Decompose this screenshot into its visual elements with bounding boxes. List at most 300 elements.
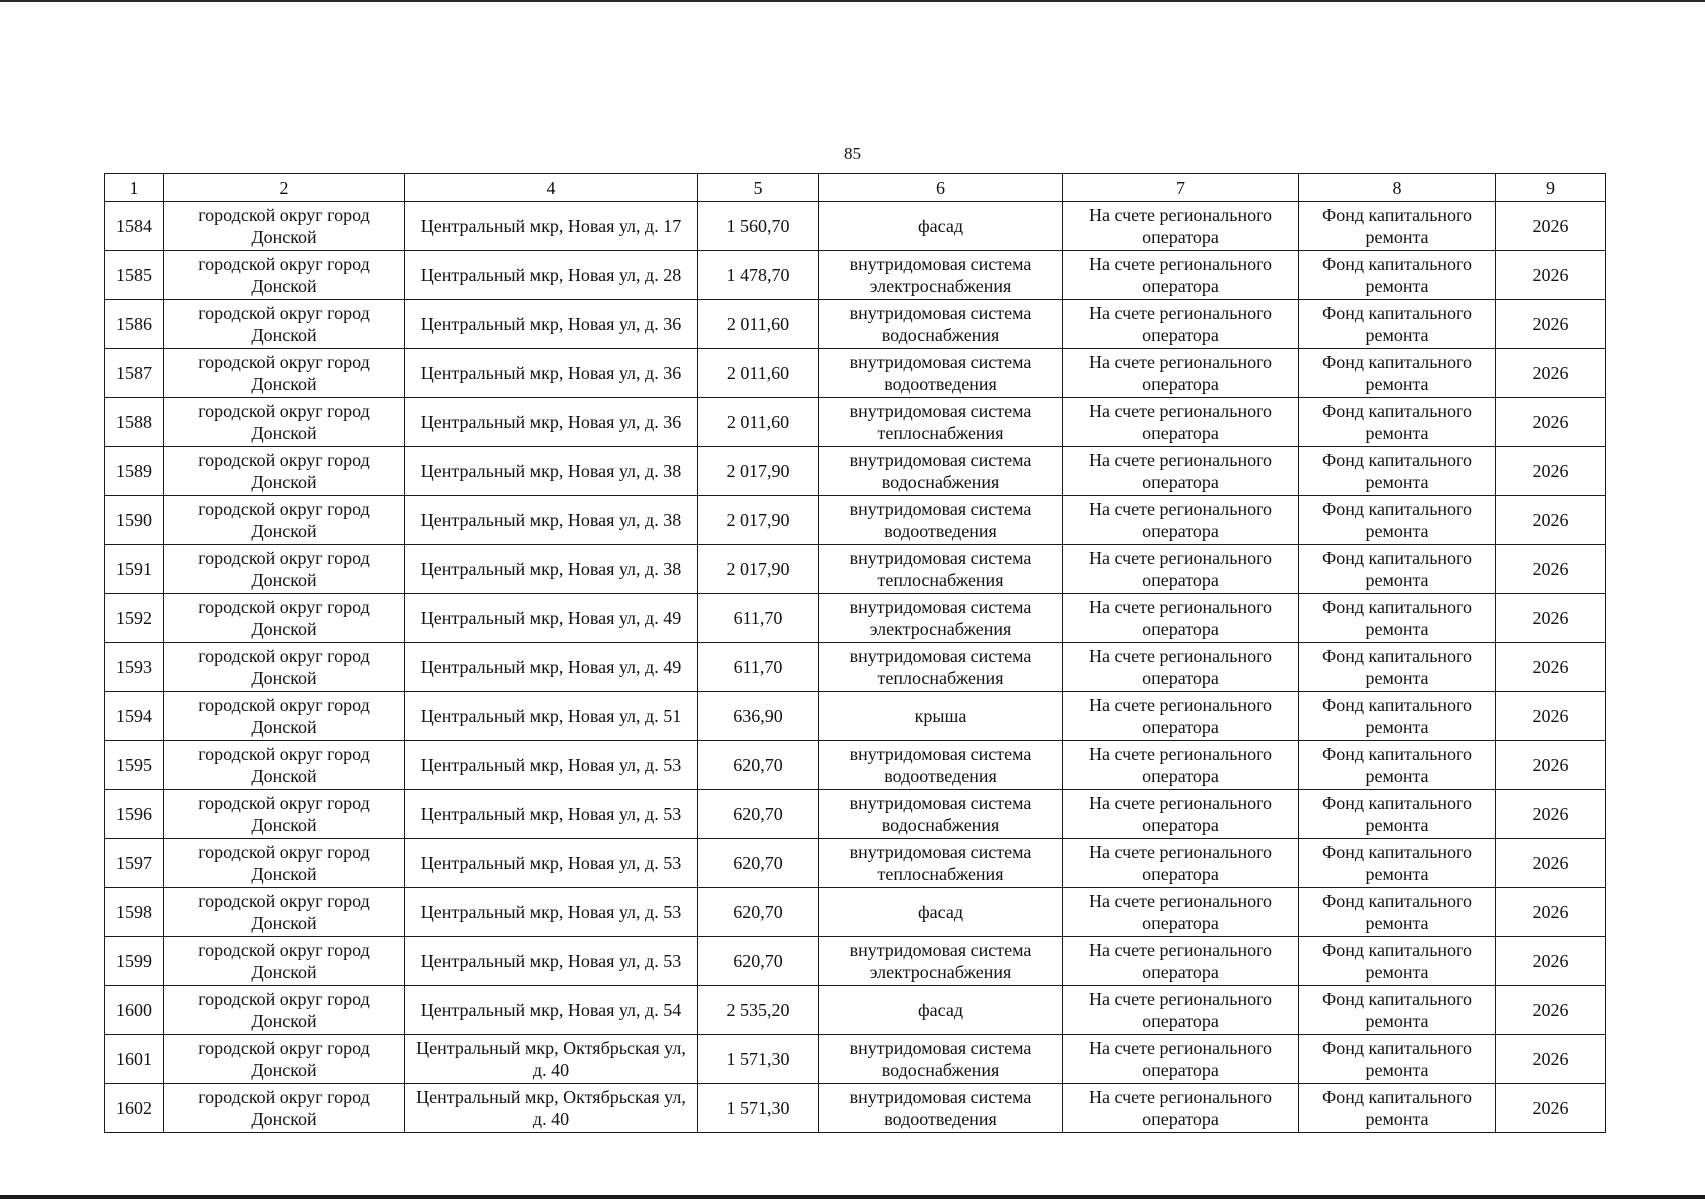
funding-source-cell	[1299, 888, 1496, 937]
table-row	[105, 888, 1606, 937]
municipality-cell	[164, 1084, 405, 1133]
year-cell	[1496, 251, 1606, 300]
funding-source-text: Фонд капитального ремонта	[1322, 842, 1472, 884]
row-number-text: 1588	[116, 412, 152, 432]
work-type-text: внутридомовая система водоснабжения	[849, 450, 1032, 492]
work-type-text: внутридомовая система водоотведения	[849, 1087, 1032, 1129]
address-text: Центральный мкр, Новая ул, д. 28	[420, 265, 682, 285]
year-text: 2026	[1532, 608, 1569, 628]
row-number-cell	[105, 692, 164, 741]
municipality-cell	[164, 937, 405, 986]
address-text: Центральный мкр, Новая ул, д. 53	[420, 951, 682, 971]
municipality-cell	[164, 545, 405, 594]
funding-source-cell	[1299, 790, 1496, 839]
address-cell	[405, 790, 698, 839]
fund-account-text: На счете регионального оператора	[1088, 646, 1273, 688]
work-type-text: внутридомовая система водоснабжения	[849, 793, 1032, 835]
table-row	[105, 937, 1606, 986]
area-text: 2 017,90	[726, 461, 790, 481]
work-type-text: внутридомовая система теплоснабжения	[849, 548, 1032, 590]
year-text: 2026	[1532, 755, 1569, 775]
area-cell	[698, 545, 819, 594]
fund-account-cell	[1063, 545, 1299, 594]
municipality-text: городской округ город Донской	[198, 989, 370, 1031]
funding-source-cell	[1299, 1035, 1496, 1084]
area-cell	[698, 986, 819, 1035]
municipality-text: городской округ город Донской	[198, 303, 370, 345]
fund-account-cell	[1063, 790, 1299, 839]
row-number-cell	[105, 202, 164, 251]
header-col-7: 7	[1063, 174, 1299, 202]
row-number-cell	[105, 1084, 164, 1133]
area-text: 636,90	[733, 706, 783, 726]
work-type-text: фасад	[917, 902, 963, 922]
table-row	[105, 496, 1606, 545]
table-row	[105, 398, 1606, 447]
address-text: Центральный мкр, Новая ул, д. 49	[420, 608, 682, 628]
row-number-cell	[105, 447, 164, 496]
funding-source-cell	[1299, 447, 1496, 496]
table-row	[105, 545, 1606, 594]
funding-source-text: Фонд капитального ремонта	[1322, 352, 1472, 394]
area-cell	[698, 888, 819, 937]
year-cell	[1496, 1035, 1606, 1084]
municipality-text: городской округ город Донской	[198, 1087, 370, 1129]
address-cell	[405, 692, 698, 741]
row-number-text: 1601	[116, 1049, 152, 1069]
fund-account-text: На счете регионального оператора	[1088, 205, 1273, 247]
area-text: 620,70	[733, 951, 783, 971]
address-cell	[405, 986, 698, 1035]
work-type-text: внутридомовая система водоотведения	[849, 744, 1032, 786]
fund-account-cell	[1063, 888, 1299, 937]
funding-source-text: Фонд капитального ремонта	[1322, 940, 1472, 982]
funding-source-text: Фонд капитального ремонта	[1322, 744, 1472, 786]
year-text: 2026	[1532, 1000, 1569, 1020]
work-type-text: внутридомовая система теплоснабжения	[849, 646, 1032, 688]
funding-source-text: Фонд капитального ремонта	[1322, 793, 1472, 835]
row-number-text: 1589	[116, 461, 152, 481]
area-text: 2 535,20	[726, 1000, 790, 1020]
year-text: 2026	[1532, 461, 1569, 481]
year-cell	[1496, 937, 1606, 986]
row-number-text: 1596	[116, 804, 152, 824]
row-number-cell	[105, 251, 164, 300]
row-number-text: 1587	[116, 363, 152, 383]
table-row	[105, 643, 1606, 692]
year-text: 2026	[1532, 706, 1569, 726]
municipality-cell	[164, 398, 405, 447]
fund-account-cell	[1063, 937, 1299, 986]
header-col-1: 1	[105, 174, 164, 202]
work-type-text: внутридомовая система водоотведения	[849, 499, 1032, 541]
work-type-cell	[819, 888, 1063, 937]
address-text: Центральный мкр, Новая ул, д. 53	[420, 755, 682, 775]
fund-account-cell	[1063, 594, 1299, 643]
fund-account-text: На счете регионального оператора	[1088, 597, 1273, 639]
fund-account-text: На счете регионального оператора	[1088, 352, 1273, 394]
header-col-9: 9	[1496, 174, 1606, 202]
row-number-text: 1584	[116, 216, 152, 236]
municipality-text: городской округ город Донской	[198, 352, 370, 394]
area-cell	[698, 300, 819, 349]
area-text: 1 571,30	[726, 1098, 790, 1118]
area-text: 1 478,70	[726, 265, 790, 285]
funding-source-cell	[1299, 251, 1496, 300]
work-type-text: крыша	[914, 706, 967, 726]
funding-source-cell	[1299, 937, 1496, 986]
municipality-cell	[164, 202, 405, 251]
funding-source-text: Фонд капитального ремонта	[1322, 401, 1472, 443]
row-number-text: 1586	[116, 314, 152, 334]
funding-source-text: Фонд капитального ремонта	[1322, 303, 1472, 345]
year-cell	[1496, 496, 1606, 545]
fund-account-cell	[1063, 300, 1299, 349]
address-text: Центральный мкр, Новая ул, д. 38	[420, 461, 682, 481]
address-cell	[405, 1084, 698, 1133]
area-text: 620,70	[733, 804, 783, 824]
work-type-cell	[819, 496, 1063, 545]
table-body	[105, 202, 1606, 1133]
year-text: 2026	[1532, 559, 1569, 579]
funding-source-cell	[1299, 545, 1496, 594]
table-row	[105, 741, 1606, 790]
header-col-8: 8	[1299, 174, 1496, 202]
work-type-cell	[819, 937, 1063, 986]
fund-account-text: На счете регионального оператора	[1088, 254, 1273, 296]
municipality-text: городской округ город Донской	[198, 891, 370, 933]
address-cell	[405, 496, 698, 545]
funding-source-cell	[1299, 594, 1496, 643]
work-type-text: внутридомовая система электроснабжения	[849, 597, 1032, 639]
area-cell	[698, 741, 819, 790]
work-type-text: внутридомовая система теплоснабжения	[849, 401, 1032, 443]
work-type-cell	[819, 545, 1063, 594]
work-type-cell	[819, 251, 1063, 300]
area-text: 620,70	[733, 902, 783, 922]
table-row	[105, 447, 1606, 496]
row-number-cell	[105, 741, 164, 790]
address-cell	[405, 741, 698, 790]
row-number-text: 1602	[116, 1098, 152, 1118]
year-text: 2026	[1532, 1049, 1569, 1069]
table-header-row	[105, 174, 1606, 202]
fund-account-cell	[1063, 741, 1299, 790]
fund-account-text: На счете регионального оператора	[1088, 744, 1273, 786]
funding-source-text: Фонд капитального ремонта	[1322, 597, 1472, 639]
year-text: 2026	[1532, 265, 1569, 285]
municipality-text: городской округ город Донской	[198, 548, 370, 590]
municipality-cell	[164, 888, 405, 937]
area-cell	[698, 692, 819, 741]
row-number-text: 1600	[116, 1000, 152, 1020]
work-type-text: внутридомовая система теплоснабжения	[849, 842, 1032, 884]
capital-repair-table	[104, 173, 1606, 1133]
row-number-text: 1590	[116, 510, 152, 530]
fund-account-cell	[1063, 839, 1299, 888]
address-cell	[405, 251, 698, 300]
header-col-4: 4	[405, 174, 698, 202]
year-text: 2026	[1532, 510, 1569, 530]
year-cell	[1496, 202, 1606, 251]
area-cell	[698, 496, 819, 545]
municipality-text: городской округ город Донской	[198, 597, 370, 639]
funding-source-cell	[1299, 692, 1496, 741]
municipality-cell	[164, 741, 405, 790]
area-text: 620,70	[733, 853, 783, 873]
area-text: 611,70	[733, 608, 783, 628]
year-cell	[1496, 692, 1606, 741]
row-number-cell	[105, 888, 164, 937]
municipality-cell	[164, 251, 405, 300]
funding-source-cell	[1299, 986, 1496, 1035]
work-type-cell	[819, 790, 1063, 839]
row-number-text: 1593	[116, 657, 152, 677]
address-text: Центральный мкр, Новая ул, д. 17	[420, 216, 682, 236]
area-text: 2 017,90	[726, 510, 790, 530]
year-text: 2026	[1532, 216, 1569, 236]
municipality-text: городской округ город Донской	[198, 1038, 370, 1080]
address-text: Центральный мкр, Новая ул, д. 36	[420, 314, 682, 334]
municipality-text: городской округ город Донской	[198, 940, 370, 982]
area-text: 1 560,70	[726, 216, 790, 236]
row-number-text: 1599	[116, 951, 152, 971]
work-type-cell	[819, 447, 1063, 496]
area-cell	[698, 594, 819, 643]
row-number-cell	[105, 545, 164, 594]
fund-account-text: На счете регионального оператора	[1088, 989, 1273, 1031]
work-type-cell	[819, 300, 1063, 349]
address-text: Центральный мкр, Новая ул, д. 49	[420, 657, 682, 677]
row-number-text: 1585	[116, 265, 152, 285]
table-row	[105, 1084, 1606, 1133]
area-cell	[698, 202, 819, 251]
year-cell	[1496, 545, 1606, 594]
address-text: Центральный мкр, Новая ул, д. 38	[420, 559, 682, 579]
area-text: 2 017,90	[726, 559, 790, 579]
address-cell	[405, 888, 698, 937]
address-cell	[405, 937, 698, 986]
header-col-5: 5	[698, 174, 819, 202]
year-text: 2026	[1532, 363, 1569, 383]
year-text: 2026	[1532, 657, 1569, 677]
table-row	[105, 300, 1606, 349]
address-cell	[405, 1035, 698, 1084]
year-text: 2026	[1532, 902, 1569, 922]
work-type-cell	[819, 1035, 1063, 1084]
funding-source-cell	[1299, 398, 1496, 447]
row-number-cell	[105, 937, 164, 986]
year-cell	[1496, 300, 1606, 349]
municipality-text: городской округ город Донской	[198, 646, 370, 688]
address-cell	[405, 300, 698, 349]
fund-account-cell	[1063, 251, 1299, 300]
fund-account-text: На счете регионального оператора	[1088, 695, 1273, 737]
fund-account-cell	[1063, 398, 1299, 447]
funding-source-text: Фонд капитального ремонта	[1322, 1087, 1472, 1129]
fund-account-text: На счете регионального оператора	[1088, 1087, 1273, 1129]
funding-source-cell	[1299, 349, 1496, 398]
year-cell	[1496, 790, 1606, 839]
area-cell	[698, 643, 819, 692]
municipality-text: городской округ город Донской	[198, 254, 370, 296]
work-type-cell	[819, 986, 1063, 1035]
fund-account-text: На счете регионального оператора	[1088, 499, 1273, 541]
address-text: Центральный мкр, Октябрьская ул, д. 40	[416, 1087, 686, 1129]
municipality-cell	[164, 790, 405, 839]
funding-source-text: Фонд капитального ремонта	[1322, 548, 1472, 590]
header-col-2: 2	[164, 174, 405, 202]
work-type-cell	[819, 1084, 1063, 1133]
municipality-cell	[164, 594, 405, 643]
table-row	[105, 349, 1606, 398]
area-cell	[698, 447, 819, 496]
work-type-cell	[819, 349, 1063, 398]
area-text: 1 571,30	[726, 1049, 790, 1069]
area-cell	[698, 937, 819, 986]
row-number-text: 1592	[116, 608, 152, 628]
area-cell	[698, 251, 819, 300]
fund-account-cell	[1063, 692, 1299, 741]
table-row	[105, 202, 1606, 251]
top-border-line	[0, 0, 1705, 2]
fund-account-text: На счете регионального оператора	[1088, 401, 1273, 443]
municipality-cell	[164, 839, 405, 888]
row-number-cell	[105, 496, 164, 545]
row-number-text: 1597	[116, 853, 152, 873]
address-cell	[405, 349, 698, 398]
area-text: 2 011,60	[726, 314, 790, 334]
work-type-text: внутридомовая система водоснабжения	[849, 1038, 1032, 1080]
header-col-6: 6	[819, 174, 1063, 202]
year-cell	[1496, 986, 1606, 1035]
municipality-text: городской округ город Донской	[198, 205, 370, 247]
work-type-text: внутридомовая система водоснабжения	[849, 303, 1032, 345]
municipality-cell	[164, 496, 405, 545]
municipality-cell	[164, 300, 405, 349]
address-text: Центральный мкр, Новая ул, д. 53	[420, 853, 682, 873]
funding-source-cell	[1299, 1084, 1496, 1133]
row-number-text: 1598	[116, 902, 152, 922]
municipality-cell	[164, 447, 405, 496]
year-text: 2026	[1532, 412, 1569, 432]
work-type-cell	[819, 398, 1063, 447]
fund-account-cell	[1063, 986, 1299, 1035]
area-text: 2 011,60	[726, 363, 790, 383]
fund-account-cell	[1063, 1084, 1299, 1133]
work-type-cell	[819, 594, 1063, 643]
municipality-text: городской округ город Донской	[198, 842, 370, 884]
row-number-text: 1595	[116, 755, 152, 775]
year-text: 2026	[1532, 853, 1569, 873]
address-cell	[405, 398, 698, 447]
municipality-cell	[164, 643, 405, 692]
area-cell	[698, 790, 819, 839]
year-cell	[1496, 447, 1606, 496]
municipality-text: городской округ город Донской	[198, 744, 370, 786]
row-number-text: 1594	[116, 706, 152, 726]
row-number-cell	[105, 398, 164, 447]
work-type-cell	[819, 202, 1063, 251]
year-cell	[1496, 1084, 1606, 1133]
funding-source-text: Фонд капитального ремонта	[1322, 450, 1472, 492]
year-cell	[1496, 398, 1606, 447]
table-row	[105, 790, 1606, 839]
funding-source-text: Фонд капитального ремонта	[1322, 254, 1472, 296]
funding-source-text: Фонд капитального ремонта	[1322, 989, 1472, 1031]
address-text: Центральный мкр, Новая ул, д. 53	[420, 902, 682, 922]
work-type-text: фасад	[917, 216, 963, 236]
row-number-cell	[105, 594, 164, 643]
address-text: Центральный мкр, Новая ул, д. 53	[420, 804, 682, 824]
area-cell	[698, 839, 819, 888]
row-number-cell	[105, 839, 164, 888]
municipality-text: городской округ город Донской	[198, 450, 370, 492]
row-number-cell	[105, 300, 164, 349]
fund-account-cell	[1063, 1035, 1299, 1084]
address-text: Центральный мкр, Новая ул, д. 51	[420, 706, 682, 726]
address-text: Центральный мкр, Новая ул, д. 54	[420, 1000, 682, 1020]
fund-account-cell	[1063, 349, 1299, 398]
work-type-cell	[819, 741, 1063, 790]
funding-source-text: Фонд капитального ремонта	[1322, 891, 1472, 933]
work-type-text: внутридомовая система электроснабжения	[849, 940, 1032, 982]
year-text: 2026	[1532, 951, 1569, 971]
year-text: 2026	[1532, 1098, 1569, 1118]
year-cell	[1496, 888, 1606, 937]
year-cell	[1496, 839, 1606, 888]
municipality-cell	[164, 349, 405, 398]
table-row	[105, 1035, 1606, 1084]
funding-source-cell	[1299, 643, 1496, 692]
area-text: 611,70	[733, 657, 783, 677]
address-text: Центральный мкр, Новая ул, д. 36	[420, 412, 682, 432]
table-row	[105, 692, 1606, 741]
work-type-cell	[819, 692, 1063, 741]
funding-source-text: Фонд капитального ремонта	[1322, 205, 1472, 247]
area-cell	[698, 349, 819, 398]
address-cell	[405, 594, 698, 643]
area-cell	[698, 1035, 819, 1084]
address-text: Центральный мкр, Октябрьская ул, д. 40	[416, 1038, 686, 1080]
fund-account-text: На счете регионального оператора	[1088, 793, 1273, 835]
fund-account-text: На счете регионального оператора	[1088, 303, 1273, 345]
address-text: Центральный мкр, Новая ул, д. 36	[420, 363, 682, 383]
row-number-cell	[105, 986, 164, 1035]
fund-account-text: На счете регионального оператора	[1088, 1038, 1273, 1080]
funding-source-text: Фонд капитального ремонта	[1322, 499, 1472, 541]
fund-account-text: На счете регионального оператора	[1088, 940, 1273, 982]
address-cell	[405, 447, 698, 496]
table-row	[105, 251, 1606, 300]
year-text: 2026	[1532, 314, 1569, 334]
row-number-cell	[105, 790, 164, 839]
work-type-cell	[819, 643, 1063, 692]
funding-source-text: Фонд капитального ремонта	[1322, 1038, 1472, 1080]
row-number-text: 1591	[116, 559, 152, 579]
fund-account-cell	[1063, 496, 1299, 545]
year-cell	[1496, 741, 1606, 790]
year-cell	[1496, 349, 1606, 398]
municipality-cell	[164, 986, 405, 1035]
work-type-text: фасад	[917, 1000, 963, 1020]
address-cell	[405, 202, 698, 251]
fund-account-cell	[1063, 447, 1299, 496]
funding-source-cell	[1299, 496, 1496, 545]
fund-account-text: На счете регионального оператора	[1088, 548, 1273, 590]
table-row	[105, 839, 1606, 888]
address-cell	[405, 643, 698, 692]
